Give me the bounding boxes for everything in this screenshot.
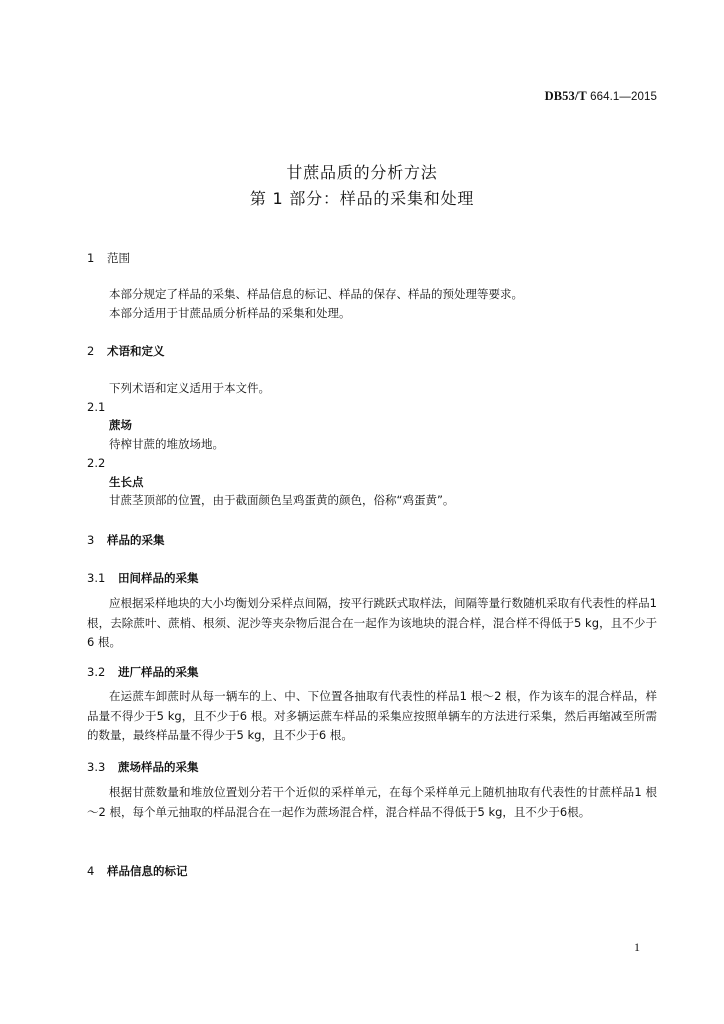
subsection-3-2-title: 进厂样品的采集	[118, 665, 199, 679]
section-1-title: 范围	[107, 251, 130, 265]
subsection-3-3-paragraph: 根据甘蔗数量和堆放位置划分若干个近似的采样单元，在每个采样单元上随机抽取有代表性的甘蔗样品1 根～2 根，每个单元抽取的样品混合在一起作为蔗场混合样，混合样品不得低于5 kg，且不少于6根。	[87, 785, 657, 819]
section-2-intro: 下列术语和定义适用于本文件。	[109, 381, 270, 395]
subsection-3-1-title: 田间样品的采集	[118, 571, 199, 585]
page-number: 1	[634, 940, 640, 954]
term-2-1-definition: 待榨甘蔗的堆放场地。	[109, 437, 224, 451]
document-title: 甘蔗品质的分析方法	[286, 163, 438, 182]
term-2-1-number: 2.1	[87, 400, 106, 414]
subsection-3-2-paragraph: 在运蔗车卸蔗时从每一辆车的上、中、下位置各抽取有代表性的样品1 根～2 根，作为该车的混合样品，样品量不得少于5 kg，且不少于6 根。对多辆运蔗车样品的采集应按照单辆车的方法进行采集，然后再缩减至所需的数量，最终样品量不得少于5 kg，且不少于6 根。	[87, 689, 657, 742]
term-2-2-definition: 甘蔗茎顶部的位置，由于截面颜色呈鸡蛋黄的颜色，俗称“鸡蛋黄”。	[109, 493, 455, 507]
subsection-3-3-number: 3.3	[87, 760, 106, 774]
section-1-text-line-2: 本部分适用于甘蔗品质分析样品的采集和处理。	[109, 306, 351, 320]
subsection-3-3-title: 蔗场样品的采集	[118, 760, 199, 774]
term-2-2-name: 生长点	[109, 475, 144, 489]
section-2-title: 术语和定义	[107, 344, 165, 358]
standard-header	[545, 89, 657, 104]
subsection-3-2-number: 3.2	[87, 665, 106, 679]
term-2-2-number: 2.2	[87, 456, 106, 470]
section-4-number: 4	[87, 864, 95, 878]
document-subtitle: 第 1 部分：样品的采集和处理	[249, 189, 475, 208]
subsection-3-1-paragraph: 应根据采样地块的大小均衡划分采样点间隔，按平行跳跃式取样法，间隔等量行数随机采取有代表性的样品1根，去除蔗叶、蔗梢、根须、泥沙等夹杂物后混合在一起作为该地块的混合样，混合样不得低于5 kg，且不少于6 根。	[87, 596, 657, 649]
section-2-number: 2	[87, 344, 95, 358]
standard-code: DB53/T	[544, 89, 587, 103]
section-3-number: 3	[87, 533, 95, 547]
subsection-3-1-number: 3.1	[87, 571, 106, 585]
section-1-text-line-1: 本部分规定了样品的采集、样品信息的标记、样品的保存、样品的预处理等要求。	[109, 287, 523, 301]
term-2-1-name: 蔗场	[109, 418, 132, 432]
section-3-title: 样品的采集	[107, 533, 165, 547]
standard-number: 664.1—2015	[586, 91, 657, 103]
section-4-title: 样品信息的标记	[107, 864, 188, 878]
section-1-number: 1	[87, 251, 95, 265]
